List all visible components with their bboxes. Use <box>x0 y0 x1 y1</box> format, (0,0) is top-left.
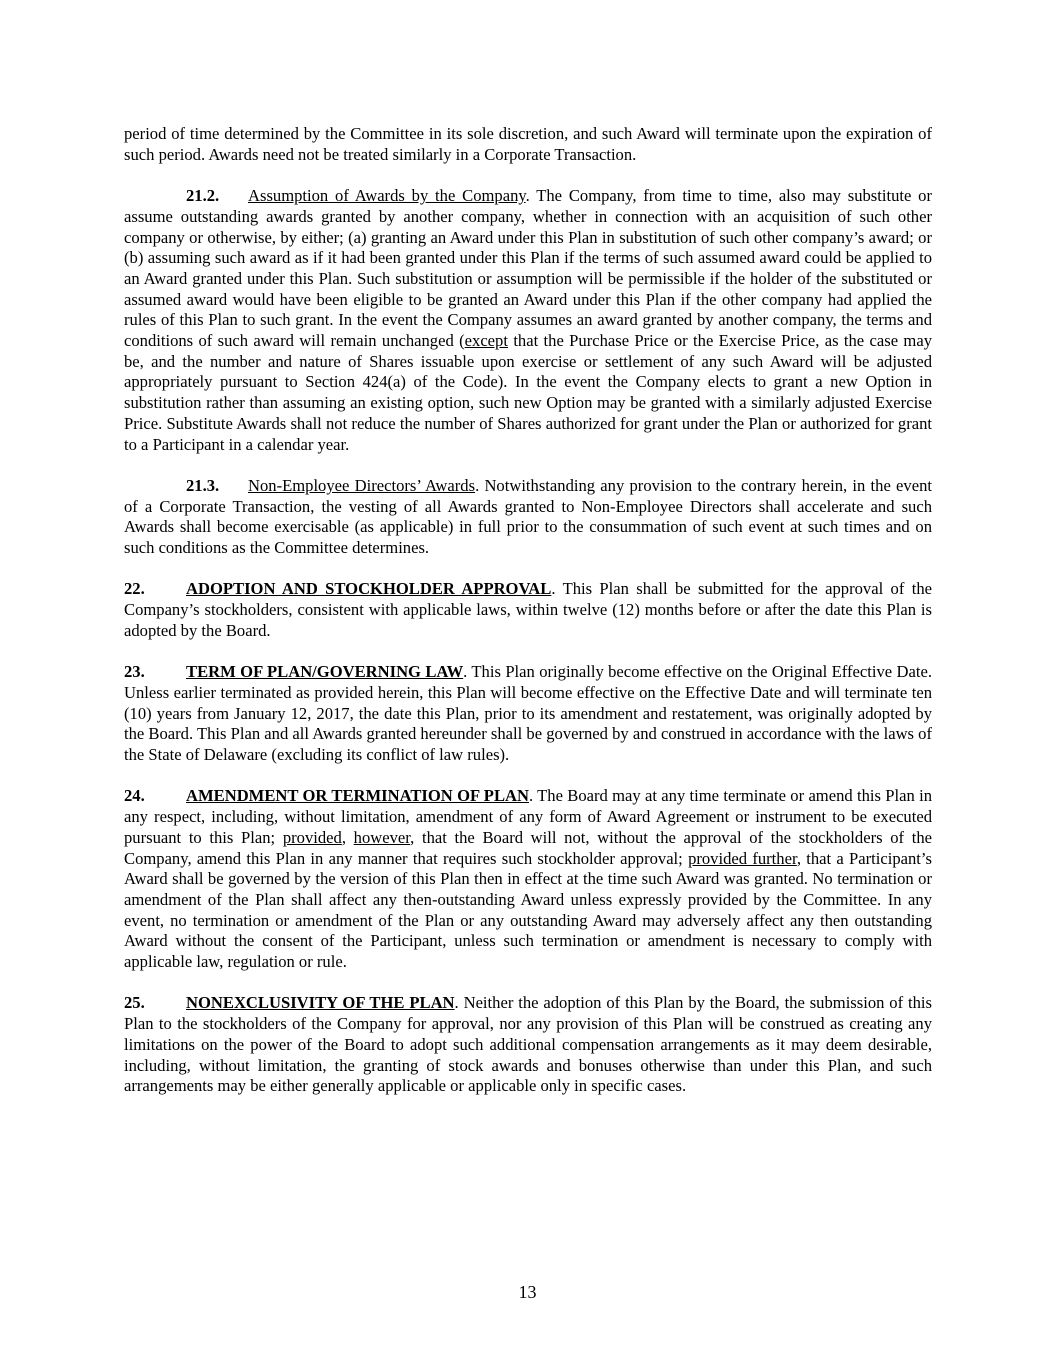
section-body: . Notwithstanding any provision to the contrary herein, in the event of a Corporate Transaction, the vesting of all Awards granted to Non-Employee Directors shall accelerate and such Awards shall become exercisable (as applicable) in full prior to the consummation of such event at such times and on such conditions as the Committee determines. <box>124 475 932 558</box>
section-body-cont: , that the Board will not, without the approval of the stockholders of the Company, amend this Plan in any manner that requires such stockholder approval; <box>124 827 933 868</box>
section-body: . The Board may at any time terminate or amend this Plan in any respect, including, without limitation, amendment of any form of Award Agreement or instrument to be executed pursuant to this Plan; <box>124 786 932 847</box>
section-21-3 <box>124 476 932 559</box>
section-body: . Neither the adoption of this Plan by the Board, the submission of this Plan to the stockholders of the Company for approval, nor any provision of this Plan will be construed as creating any limitations on the power of the Board to adopt such additional compensation arrangements as it may deem desirable, including, without limitation, the granting of stock awards and bonuses otherwise than under this Plan, and such arrangements may be either generally applicable or applicable only in specific cases. <box>124 993 932 1096</box>
section-number: 22. <box>124 579 145 599</box>
section-title: Non-Employee Directors’ Awards <box>248 475 476 495</box>
section-25 <box>124 993 932 1097</box>
section-body-cont: that the Purchase Price or the Exercise Price, as the case may be, and the number and nature of Shares issuable upon exercise or settlement of any such Award will be adjusted appropriately pursuant to Section 424(a) of the Code). In the event the Company elects to grant a new Option in substitution rather than assuming an existing option, such new Option may be granted with a similarly adjusted Exercise Price. Substitute Awards shall not reduce the number of Shares authorized for grant under the Plan or authorized for grant to a Participant in a calendar year. <box>124 331 932 454</box>
section-heading: TERM OF PLAN/GOVERNING LAW <box>186 662 464 682</box>
section-24 <box>124 786 932 972</box>
section-number: 25. <box>124 993 145 1013</box>
however-term: however <box>353 827 411 847</box>
section-heading: NONEXCLUSIVITY OF THE PLAN <box>186 993 455 1013</box>
section-body: . The Company, from time to time, also may substitute or assume outstanding awards granted by another company, whether in connection with an acquisition of such other company or otherwise, by either; (a) granting an Award under this Plan in substitution of such other company’s award; or (b) assuming such award as if it had been granted under this Plan if the terms of such assumed award could be applied to an Award granted under this Plan. Such substitution or assumption will be permissible if the holder of the substituted or assumed award would have been eligible to be granted an Award under this Plan if the other company had applied the rules of this Plan to such grant. In the event the Company assumes an award granted by another company, the terms and conditions of such award will remain unchanged ( <box>124 186 932 351</box>
section-23 <box>124 662 932 766</box>
section-body: . This Plan shall be submitted for the approval of the Company’s stockholders, consistent with applicable laws, within twelve (12) months before or after the date this Plan is adopted by the Board. <box>124 579 933 640</box>
provided-further-term: provided further <box>688 848 797 868</box>
section-21-2 <box>124 186 932 455</box>
section-heading: ADOPTION AND STOCKHOLDER APPROVAL <box>186 579 552 599</box>
section-22 <box>124 579 932 641</box>
section-title: Assumption of Awards by the Company <box>248 186 526 206</box>
section-number: 21.2. <box>186 186 220 206</box>
continuation-paragraph <box>124 124 932 165</box>
page-number: 13 <box>518 1282 537 1302</box>
document-page <box>124 124 932 1118</box>
except-term: except <box>464 331 508 351</box>
comma-separator: , <box>341 827 354 847</box>
section-heading: AMENDMENT OR TERMINATION OF PLAN <box>186 786 529 806</box>
section-number: 24. <box>124 786 145 806</box>
continuation-text: period of time determined by the Committee in its sole discretion, and such Award will terminate upon the expiration of such period. Awards need not be treated similarly in a Corporate Transaction. <box>124 124 932 164</box>
provided-term: provided <box>282 827 342 847</box>
section-body: . This Plan originally become effective on the Original Effective Date. Unless earlier terminated as provided herein, this Plan will become effective on the Effective Date and will terminate ten (10) years from January 12, 2017, the date this Plan, prior to its amendment and restatement, was originally adopted by the Board. This Plan and all Awards granted hereunder shall be governed by and construed in accordance with the laws of the State of Delaware (excluding its conflict of law rules). <box>124 662 932 765</box>
section-number: 23. <box>124 662 145 682</box>
section-number: 21.3. <box>186 475 220 495</box>
section-body-end: , that a Participant’s Award shall be governed by the version of this Plan then in effect at the time such Award was granted. No termination or amendment of the Plan shall affect any then-outstanding Award unless expressly provided by the Committee. In any event, no termination or amendment of the Plan or any outstanding Award may adversely affect any then outstanding Award without the consent of the Participant, unless such termination or amendment is necessary to comply with applicable law, regulation or rule. <box>124 848 932 972</box>
